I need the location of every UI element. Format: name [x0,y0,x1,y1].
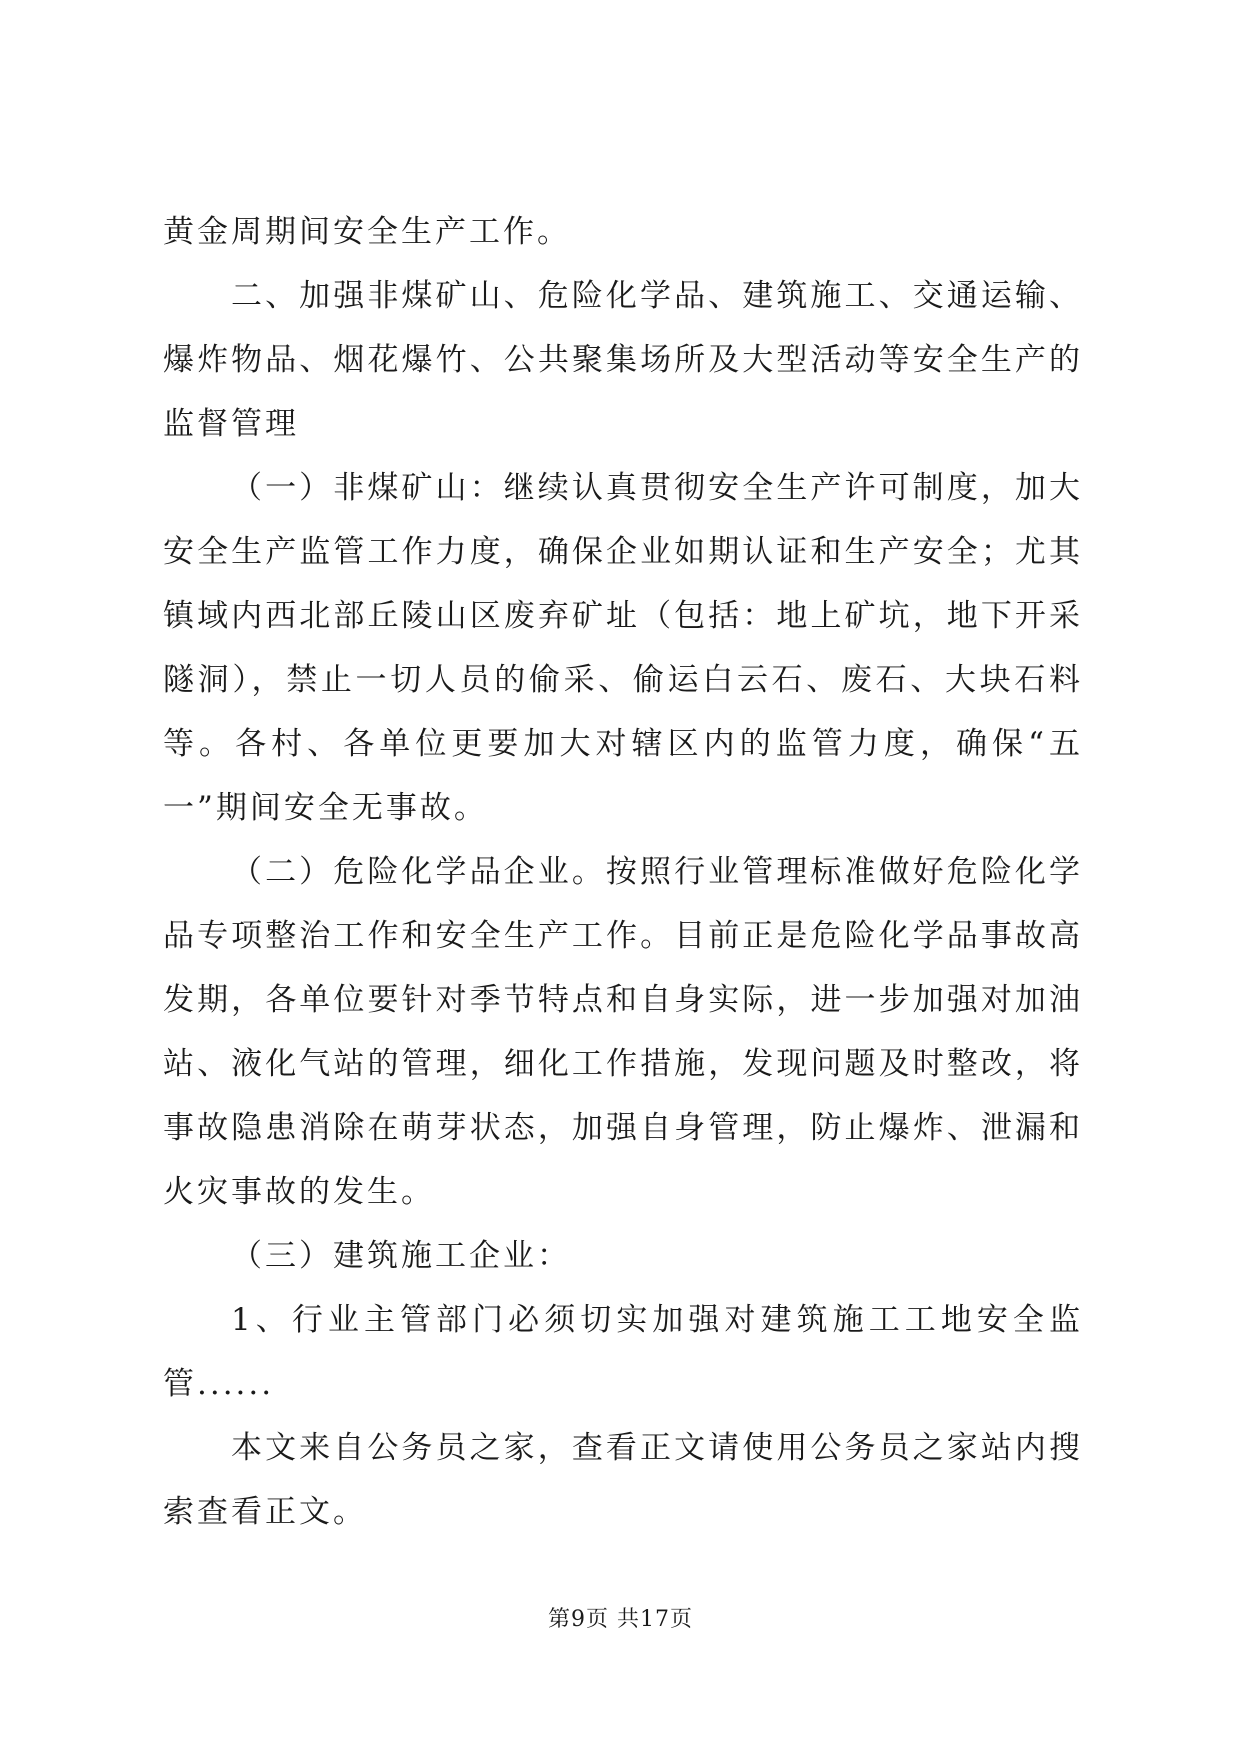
page-number-footer: 第9页 共17页 [548,1607,693,1632]
paragraph-construction-item-1: 1、行业主管部门必须切实加强对建筑施工工地安全监管...... [163,1302,1083,1402]
paragraph-construction-heading: （三）建筑施工企业： [231,1238,571,1274]
paragraph-non-coal-mines: （一）非煤矿山：继续认真贯彻安全生产许可制度，加大安全生产监管工作力度，确保企业如期认证和生产安全；尤其镇域内西北部丘陵山区废弃矿址（包括：地上矿坑，地下开采隧洞），禁止一切人员的偷采、偷运白云石、废石、大块石料等。各村、各单位更要加大对辖区内的监管力度，确保“五一”期间安全无事故。 [163,470,1083,826]
paragraph-section-two-heading: 二、加强非煤矿山、危险化学品、建筑施工、交通运输、爆炸物品、烟花爆竹、公共聚集场所及大型活动等安全生产的监督管理 [163,278,1083,442]
paragraph-source-note: 本文来自公务员之家，查看正文请使用公务员之家站内搜索查看正文。 [163,1430,1083,1530]
paragraph-hazardous-chemicals: （二）危险化学品企业。按照行业管理标准做好危险化学品专项整治工作和安全生产工作。目前正是危险化学品事故高发期，各单位要针对季节特点和自身实际，进一步加强对加油站、液化气站的管理，细化工作措施，发现问题及时整改，将事故隐患消除在萌芽状态，加强自身管理，防止爆炸、泄漏和火灾事故的发生。 [163,854,1083,1210]
document-body [163,200,1083,1544]
paragraph-continuation: 黄金周期间安全生产工作。 [163,214,571,250]
